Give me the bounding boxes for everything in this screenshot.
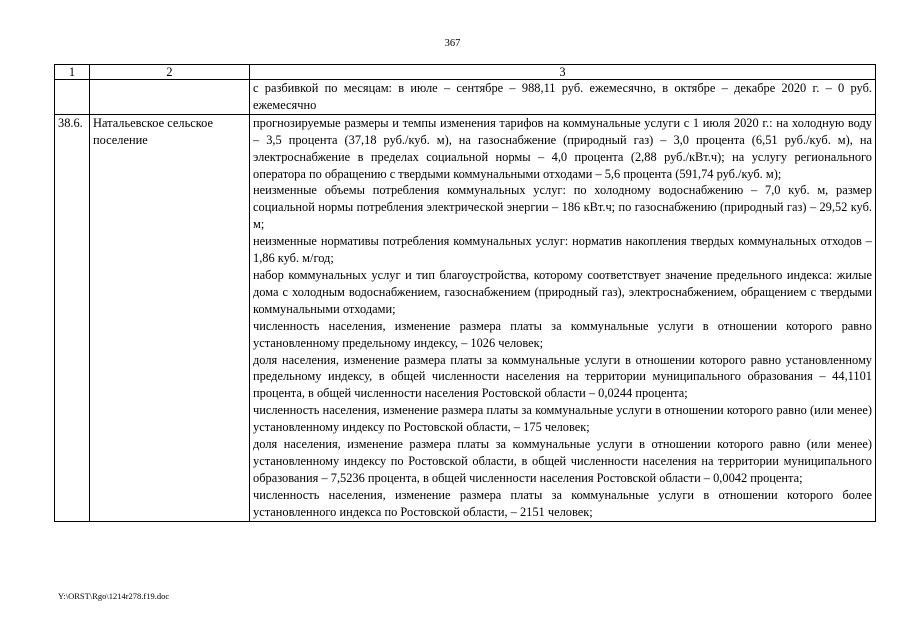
paragraph: доля населения, изменение размера платы за коммунальные услуги в отношении которого равно (или менее) установленному индексу по Ростовской области, в общей численности населения на территории муниципального образования – 7,5236 процента, в общей численности населения Ростовской области – 0,0042 процента; <box>253 437 872 485</box>
page-number: 367 <box>444 38 461 49</box>
paragraph: численность населения, изменение размера платы за коммунальные услуги в отношении которого равно (или менее) установленному индексу по Ростовской области, – 175 человек; <box>253 403 872 435</box>
paragraph: неизменные объемы потребления коммунальных услуг: по холодному водоснабжению – 7,0 куб. м, размер социальной нормы потребления электрической энергии – 186 кВт.ч; по газоснабжению (природный газ) – 29,52 куб. м; <box>253 183 872 232</box>
file-path-footer: Y:\ORST\Rgo\1214r278.f19.doc <box>58 591 170 601</box>
paragraph: численность населения, изменение размера платы за коммунальные услуги в отношении которого более установленного индекса по Ростовской области, – 2151 человек; <box>253 487 872 519</box>
paragraph: неизменные нормативы потребления коммунальных услуг: норматив накопления твердых коммунальных отходов – 1,86 куб. м/год; <box>253 234 872 266</box>
column-header-2: 2 <box>90 65 250 80</box>
column-header-1: 1 <box>55 65 90 80</box>
document-table <box>54 64 876 522</box>
row-details <box>250 114 876 521</box>
table-row <box>55 114 876 521</box>
column-header-3: 3 <box>250 65 876 80</box>
table-row-continuation <box>55 80 876 115</box>
row-number: 38.6. <box>55 114 90 521</box>
paragraph: численность населения, изменение размера платы за коммунальные услуги в отношении которого равно установленному предельному индексу, – 1026 человек; <box>253 318 872 350</box>
table-header-row <box>55 65 876 80</box>
empty-cell <box>55 80 90 115</box>
continuation-text: с разбивкой по месяцам: в июле – сентябре – 988,11 руб. ежемесячно, в октябре – декабре 2020 г. – 0 руб. ежемесячно <box>250 80 876 115</box>
paragraph: доля населения, изменение размера платы за коммунальные услуги в отношении которого равно установленному предельному индексу, в общей численности населения на территории муниципального образования – 44,1101 процента, в общей численности населения Ростовской области – 0,0244 процента; <box>253 352 872 401</box>
settlement-name: Натальевское сельское поселение <box>90 114 250 521</box>
empty-cell <box>90 80 250 115</box>
paragraph: набор коммунальных услуг и тип благоустройства, которому соответствует значение предельного индекса: жилые дома с холодным водоснабжением, газоснабжением (природный газ), электроснабжением, обращением с твердыми коммунальными отходами; <box>253 267 872 316</box>
paragraph: прогнозируемые размеры и темпы изменения тарифов на коммунальные услуги с 1 июля 2020 г.: на холодную воду – 3,5 процента (37,18 руб./куб. м), на газоснабжение (природный газ) – 3,0 процента (6,51 руб./куб. м), на электроснабжение в пределах социальной нормы – 4,0 процента (2,88 руб./кВт.ч); на услугу регионального оператора по обращению с твердыми коммунальными отходами – 5,6 процента (591,74 руб./куб. м); <box>253 115 872 181</box>
